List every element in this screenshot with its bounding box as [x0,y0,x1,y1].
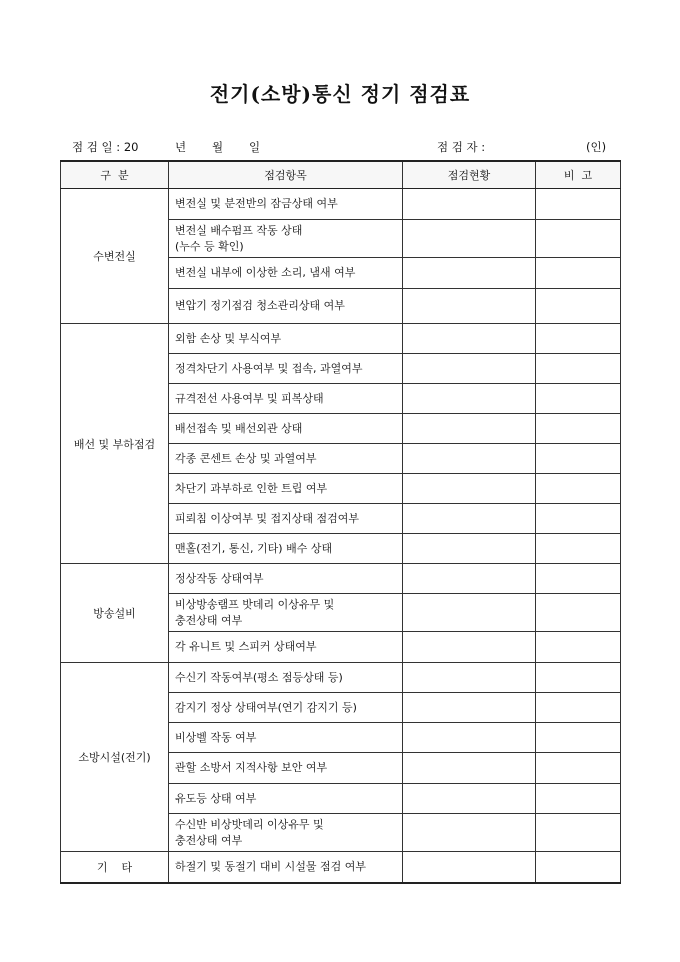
status-cell[interactable] [403,354,536,384]
remarks-cell[interactable] [536,384,621,414]
check-item: 변전실 내부에 이상한 소리, 냄새 여부 [169,258,403,289]
inspection-day-label: 일 [249,140,261,154]
remarks-cell[interactable] [536,852,621,884]
remarks-cell[interactable] [536,723,621,753]
check-item: 수신반 비상밧데리 이상유무 및 충전상태 여부 [169,814,403,852]
status-cell[interactable] [403,414,536,444]
inspection-table [60,160,621,884]
remarks-cell[interactable] [536,784,621,814]
check-item: 비상벨 작동 여부 [169,723,403,753]
status-cell[interactable] [403,564,536,594]
check-item: 정상작동 상태여부 [169,564,403,594]
status-cell[interactable] [403,723,536,753]
table-row [61,324,621,354]
remarks-cell[interactable] [536,324,621,354]
remarks-cell[interactable] [536,444,621,474]
table-row [61,189,621,220]
remarks-cell[interactable] [536,534,621,564]
category-cell: 소방시설(전기) [61,663,169,852]
remarks-cell[interactable] [536,753,621,784]
remarks-cell[interactable] [536,504,621,534]
status-cell[interactable] [403,220,536,258]
check-item: 변압기 정기점검 청소관리상태 여부 [169,289,403,324]
category-cell: 수변전실 [61,189,169,324]
remarks-cell[interactable] [536,663,621,693]
inspection-year-label: 년 [175,140,187,154]
check-item: 하절기 및 동절기 대비 시설물 점검 여부 [169,852,403,884]
remarks-cell[interactable] [536,354,621,384]
remarks-cell[interactable] [536,564,621,594]
category-cell: 기 타 [61,852,169,884]
check-item: 수신기 작동여부(평소 점등상태 등) [169,663,403,693]
seal-mark: (인) [586,140,607,154]
status-cell[interactable] [403,814,536,852]
check-item: 각 유니트 및 스피커 상태여부 [169,632,403,663]
check-item: 규격전선 사용여부 및 피복상태 [169,384,403,414]
remarks-cell[interactable] [536,632,621,663]
check-item: 차단기 과부하로 인한 트립 여부 [169,474,403,504]
check-item: 감지기 정상 상태여부(연기 감지기 등) [169,693,403,723]
status-cell[interactable] [403,384,536,414]
check-item: 외함 손상 및 부식여부 [169,324,403,354]
status-cell[interactable] [403,444,536,474]
remarks-cell[interactable] [536,220,621,258]
remarks-cell[interactable] [536,258,621,289]
status-cell[interactable] [403,324,536,354]
remarks-cell[interactable] [536,414,621,444]
category-cell: 방송설비 [61,564,169,663]
table-row [61,564,621,594]
remarks-cell[interactable] [536,189,621,220]
status-cell[interactable] [403,693,536,723]
remarks-cell[interactable] [536,814,621,852]
status-cell[interactable] [403,504,536,534]
header-status: 점검현황 [403,161,536,189]
check-item: 관할 소방서 지적사항 보안 여부 [169,753,403,784]
check-item: 유도등 상태 여부 [169,784,403,814]
check-item: 정격차단기 사용여부 및 접속, 과열여부 [169,354,403,384]
inspection-month-label: 월 [212,140,224,154]
remarks-cell[interactable] [536,693,621,723]
check-item: 변전실 배수펌프 작동 상태 (누수 등 확인) [169,220,403,258]
check-item: 배선접속 및 배선외관 상태 [169,414,403,444]
status-cell[interactable] [403,753,536,784]
check-item: 비상방송램프 밧데리 이상유무 및 충전상태 여부 [169,594,403,632]
header-row [61,161,621,189]
status-cell[interactable] [403,852,536,884]
status-cell[interactable] [403,258,536,289]
status-cell[interactable] [403,289,536,324]
status-cell[interactable] [403,534,536,564]
status-cell[interactable] [403,784,536,814]
header-category: 구 분 [61,161,169,189]
status-cell[interactable] [403,663,536,693]
check-item: 변전실 및 분전반의 잠금상태 여부 [169,189,403,220]
status-cell[interactable] [403,189,536,220]
check-item: 각종 콘센트 손상 및 과열여부 [169,444,403,474]
remarks-cell[interactable] [536,289,621,324]
remarks-cell[interactable] [536,594,621,632]
inspector-label: 점 검 자 : [437,140,486,154]
header-remarks: 비 고 [536,161,621,189]
table-row [61,852,621,884]
page-title: 전기(소방)통신 정기 점검표 [209,82,471,106]
header-check-item: 점검항목 [169,161,403,189]
inspection-date-label: 점 검 일 : 20 [72,140,139,154]
status-cell[interactable] [403,474,536,504]
table-row [61,663,621,693]
check-item: 맨홀(전기, 통신, 기타) 배수 상태 [169,534,403,564]
status-cell[interactable] [403,594,536,632]
remarks-cell[interactable] [536,474,621,504]
status-cell[interactable] [403,632,536,663]
check-item: 피뢰침 이상여부 및 접지상태 점검여부 [169,504,403,534]
category-cell: 배선 및 부하점검 [61,324,169,564]
